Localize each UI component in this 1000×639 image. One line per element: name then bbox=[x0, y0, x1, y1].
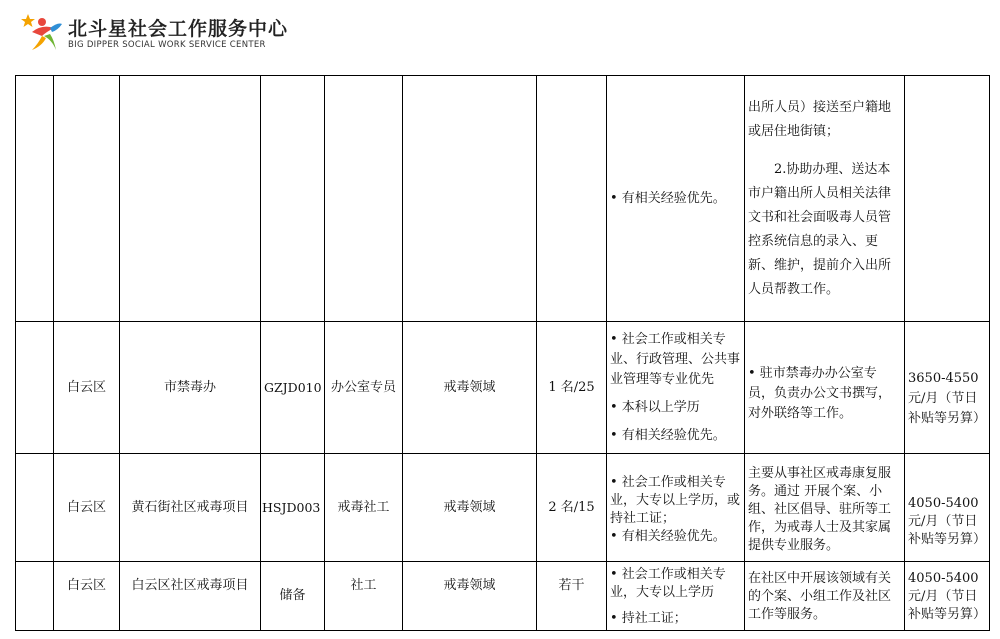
code-cell: 储备 bbox=[261, 562, 325, 631]
position-cell: 办公室专员 bbox=[325, 322, 403, 454]
index-cell bbox=[16, 322, 54, 454]
field-cell: 戒毒领域 bbox=[403, 562, 537, 631]
salary-cell bbox=[905, 454, 990, 562]
quota-cell bbox=[537, 76, 607, 322]
duty-line: 2.协助办理、送达本 bbox=[774, 161, 891, 177]
requirement-item: • 本科以上学历 bbox=[610, 399, 700, 415]
duty-text: 主要从事社区戒毒康复服务。通过 开展个案、小组、社区倡导、驻所等工作，为戒毒人士及其家属提供专业服务。 bbox=[748, 465, 892, 553]
field-cell bbox=[403, 76, 537, 322]
duty-line: 文书和社会面吸毒人员管 bbox=[748, 209, 892, 225]
salary-cell bbox=[905, 322, 990, 454]
field-cell: 戒毒领域 bbox=[403, 322, 537, 454]
requirement-item: • 社会工作或相关专业、行政管理、公共事业管理等专业优先 bbox=[610, 331, 741, 387]
salary-cell bbox=[905, 76, 990, 322]
unit-cell: 白云区社区戒毒项目 bbox=[120, 562, 261, 631]
index-cell bbox=[16, 562, 54, 631]
position-cell: 社工 bbox=[325, 562, 403, 631]
district-cell bbox=[54, 76, 120, 322]
requirement-item: • 持社工证； bbox=[610, 611, 687, 626]
table-row bbox=[16, 322, 990, 454]
star-figure-logo-icon bbox=[20, 10, 64, 54]
table-row bbox=[16, 76, 990, 322]
quota-cell: 若干 bbox=[537, 562, 607, 631]
salary-text: 4050-5400 元/月（节日补贴等另算） bbox=[908, 495, 987, 547]
org-name-cn: 北斗星社会工作服务中心 bbox=[68, 18, 289, 40]
duty-line: 市户籍出所人员相关法律 bbox=[748, 185, 892, 201]
unit-cell: 市禁毒办 bbox=[120, 322, 261, 454]
requirements-cell bbox=[607, 76, 745, 322]
duty-line: 出所人员）接送至户籍地 bbox=[748, 99, 892, 115]
duty-line: 控系统信息的录入、更 bbox=[748, 233, 879, 249]
district-cell: 白云区 bbox=[54, 562, 120, 631]
duty-text: • 驻市禁毒办办公室专员，负责办公文书撰写，对外联络等工作。 bbox=[748, 365, 892, 421]
org-name-en: BIG DIPPER SOCIAL WORK SERVICE CENTER bbox=[68, 40, 266, 50]
index-cell bbox=[16, 454, 54, 562]
duties-cell bbox=[745, 76, 905, 322]
page-header bbox=[20, 10, 420, 54]
job-table bbox=[15, 75, 990, 631]
salary-text: 4050-5400 元/月（节日补贴等另算） bbox=[908, 571, 987, 622]
unit-cell bbox=[120, 76, 261, 322]
requirements-cell bbox=[607, 322, 745, 454]
duty-line: 人员帮教工作。 bbox=[748, 281, 840, 297]
requirement-item: • 有相关经验优先。 bbox=[610, 528, 726, 544]
quota-cell: 1 名/25 bbox=[537, 322, 607, 454]
district-cell: 白云区 bbox=[54, 454, 120, 562]
code-cell: HSJD003 bbox=[261, 454, 325, 562]
salary-cell bbox=[905, 562, 990, 631]
table-row bbox=[16, 454, 990, 562]
requirements-cell bbox=[607, 562, 745, 631]
unit-cell: 黄石街社区戒毒项目 bbox=[120, 454, 261, 562]
duties-cell bbox=[745, 454, 905, 562]
requirement-item: • 社会工作或相关专业，大专以上学历，或持社工证； bbox=[610, 474, 741, 526]
table-row bbox=[16, 562, 990, 631]
field-cell: 戒毒领域 bbox=[403, 454, 537, 562]
duty-line: 新、维护，提前介入出所 bbox=[748, 257, 892, 273]
quota-cell: 2 名/15 bbox=[537, 454, 607, 562]
position-cell: 戒毒社工 bbox=[325, 454, 403, 562]
duty-line: 或居住地街镇； bbox=[748, 123, 840, 139]
requirements-cell bbox=[607, 454, 745, 562]
duties-cell bbox=[745, 322, 905, 454]
district-cell: 白云区 bbox=[54, 322, 120, 454]
requirement-item: • 有相关经验优先。 bbox=[610, 190, 726, 206]
code-cell: GZJD010 bbox=[261, 322, 325, 454]
position-cell bbox=[325, 76, 403, 322]
duty-text: 在社区中开展该领域有关的个案、小组工作及社区工作等服务。 bbox=[748, 571, 892, 622]
salary-text: 3650-4550 元/月（节日补贴等另算） bbox=[908, 370, 987, 426]
index-cell bbox=[16, 76, 54, 322]
requirement-item: • 社会工作或相关专业，大专以上学历 bbox=[610, 567, 726, 600]
requirement-item: • 有相关经验优先。 bbox=[610, 427, 726, 443]
duties-cell bbox=[745, 562, 905, 631]
code-cell bbox=[261, 76, 325, 322]
